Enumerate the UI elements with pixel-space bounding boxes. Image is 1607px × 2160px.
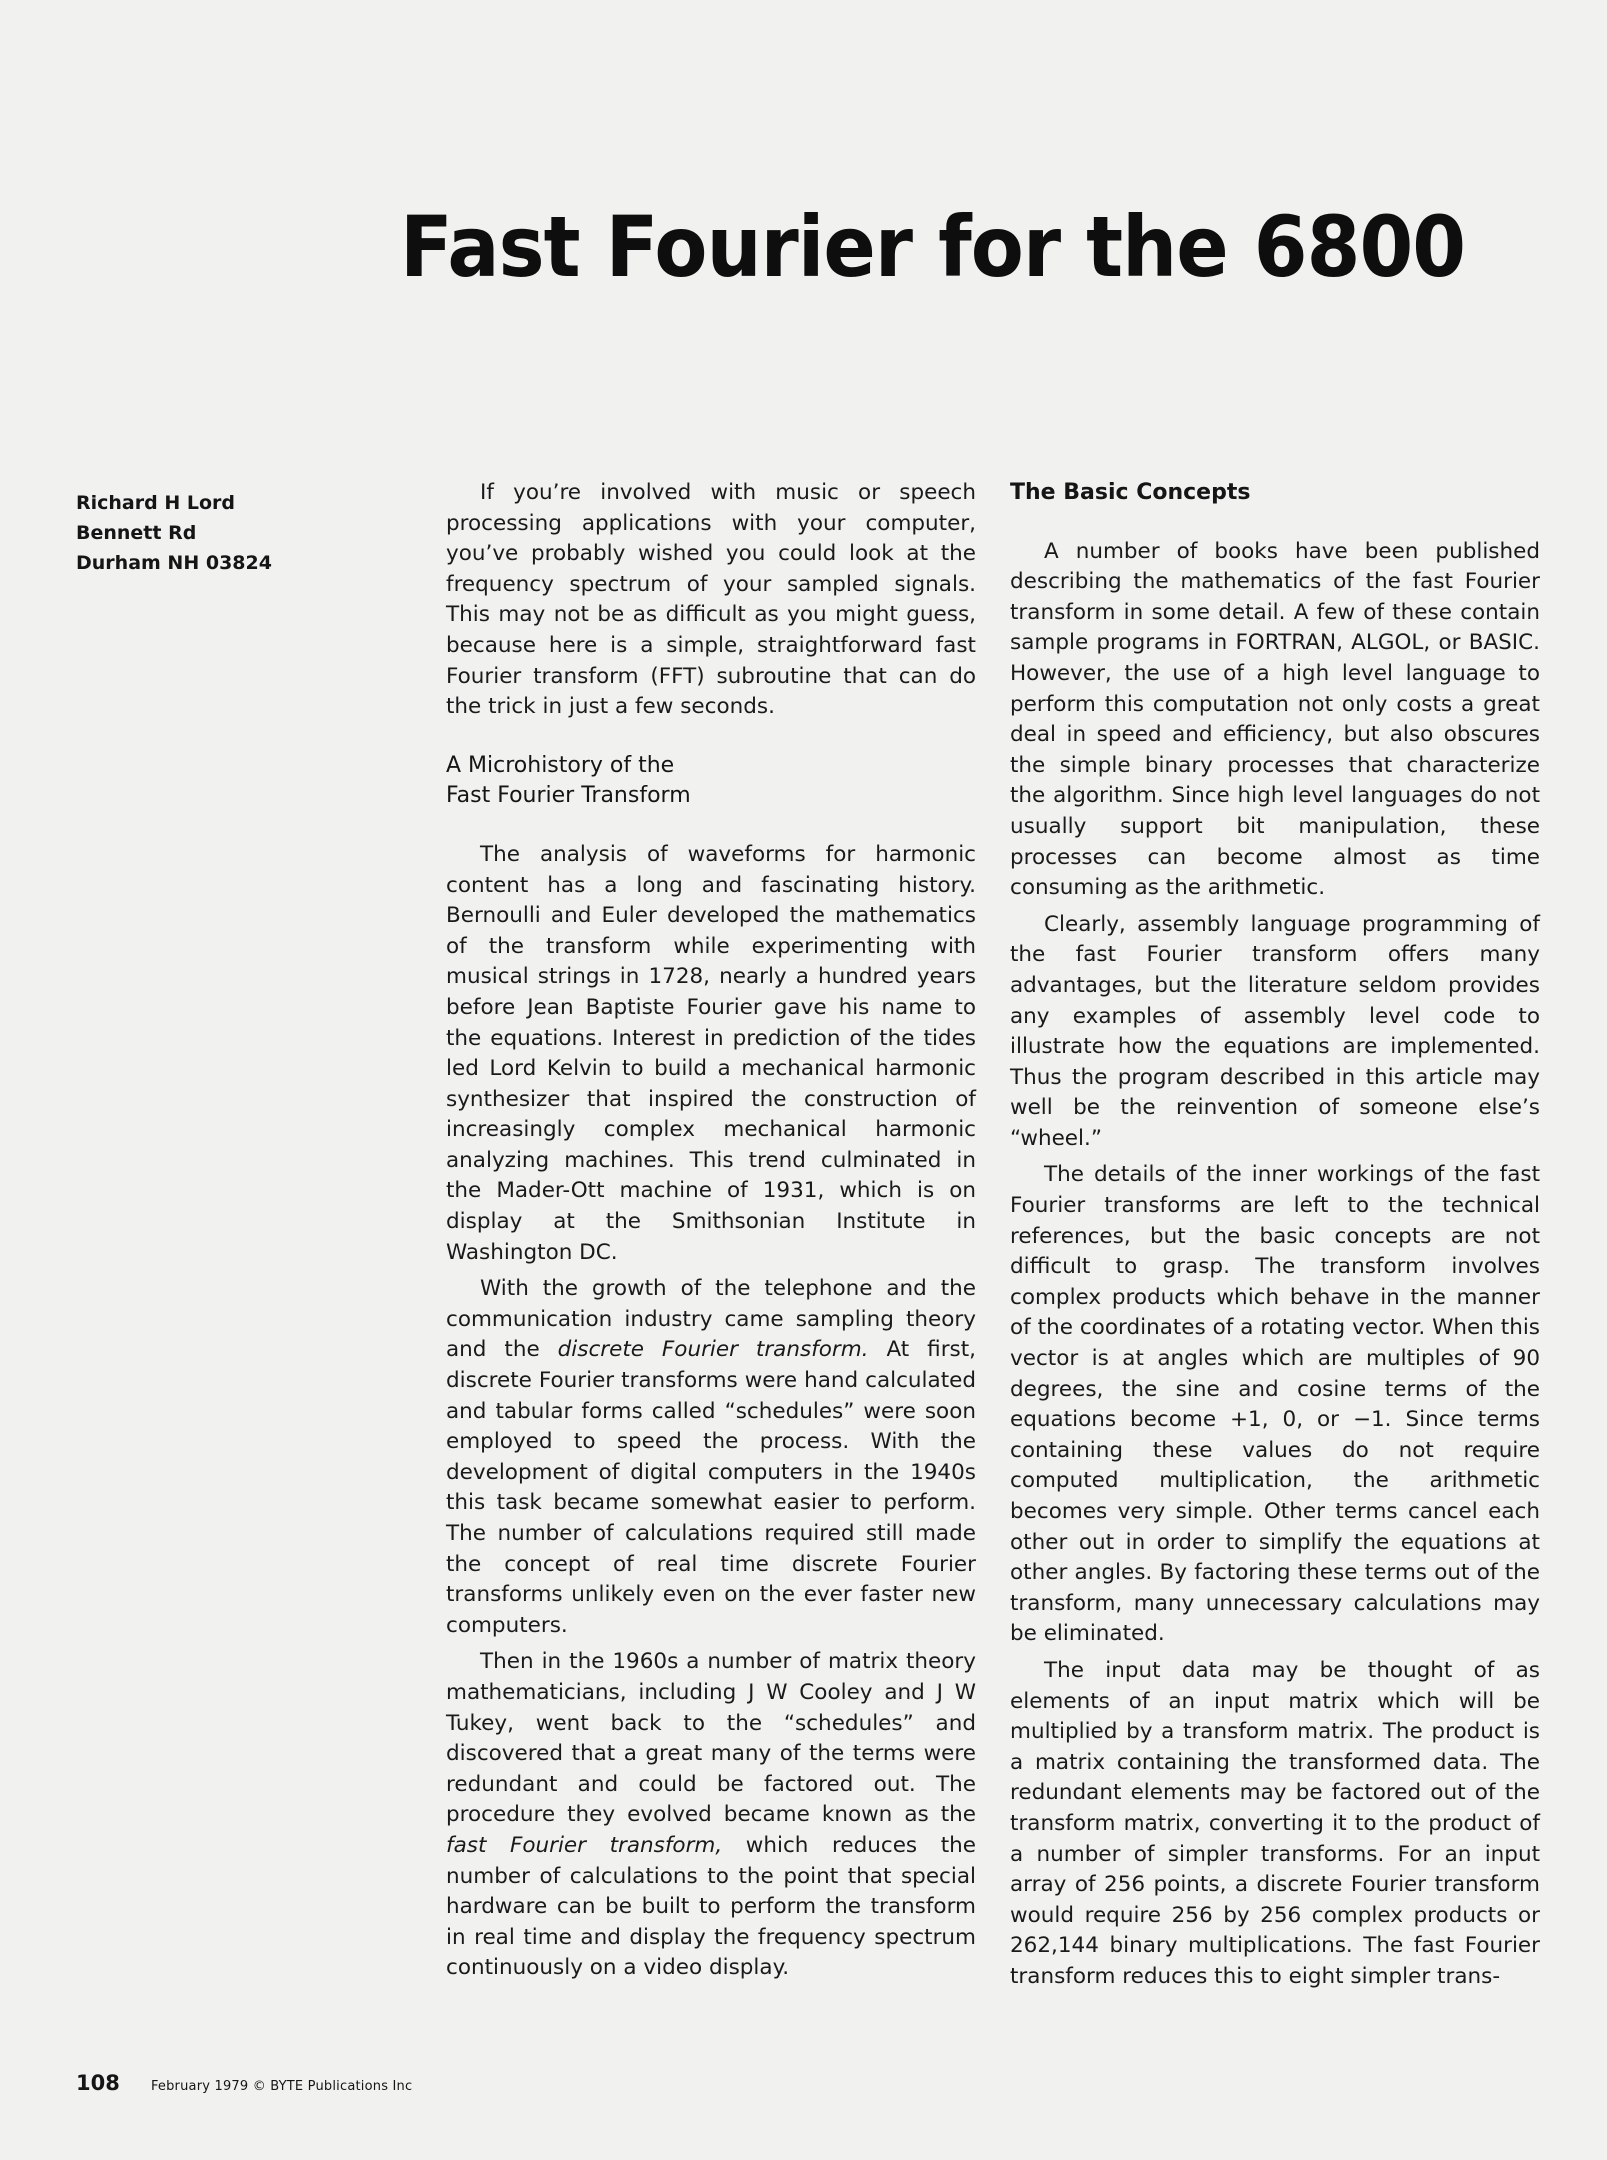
history-paragraph-1: The analysis of waveforms for harmonic content has a long and fascinating history. Bernoulli and Euler developed the mathematics of the transform while experimenting with musical strings in 1728, nearly a hundred years before Jean Baptiste Fourier gave his name to the equations. Interest in prediction of the tides led Lord Kelvin to build a mechanical harmonic synthesizer that inspired the construction of increasingly complex mechanical harmonic analyzing machines. This trend culminated in the Mader-Ott machine of 1931, which is on display at the Smithsonian Institute in Washington DC. <box>446 841 976 1265</box>
section-heading-basic-concepts: The Basic Concepts <box>1010 480 1251 505</box>
history-paragraph-3-emphasis: fast Fourier transform, <box>446 1832 723 1858</box>
author-name: Richard H Lord <box>76 492 235 514</box>
concepts-paragraph-2: Clearly, assembly language programming of the fast Fourier transform offers many advantages, but the literature seldom provides any examples of assembly level code to illustrate how the equations are implemented. Thus the program described in this article may well be the reinvention of someone else’s “wheel.” <box>1010 911 1540 1151</box>
history-paragraph-2-text-b: At first, discrete Fourier transforms were hand calculated and tabular forms called “schedules” were soon employed to speed the process. With the development of digital computers in the 1940s this task became somewhat easier to perform. The number of calculations required still made the concept of real time discrete Fourier transforms unlikely even on the ever faster new computers. <box>446 1337 976 1638</box>
article-title: Fast Fourier for the 6800 <box>400 198 1466 296</box>
history-paragraph-3-text-a: Then in the 1960s a number of matrix theory mathematicians, including J W Cooley and J W Tukey, went back to the “schedules” and discovered that a great many of the terms were redundant and could be factored out. The procedure they evolved became known as the <box>446 1649 976 1828</box>
history-paragraph-3-text-b: which reduces the number of calculations to the point that special hardware can be built to perform the transform in real time and display the frequency spectrum continuously on a video display. <box>446 1832 976 1981</box>
section-heading-microhistory <box>446 751 976 812</box>
page-footer <box>76 2071 412 2095</box>
concepts-paragraph-4: The input data may be thought of as elements of an input matrix which will be multiplied by a transform matrix. The product is a matrix containing the transformed data. The redundant elements may be factored out of the transform matrix, converting it to the product of a number of simpler transforms. For an input array of 256 points, a discrete Fourier transform would require 256 by 256 complex products or 262,144 binary multiplications. The fast Fourier transform reduces this to eight simpler trans- <box>1010 1657 1540 1989</box>
section-heading-line-2: Fast Fourier Transform <box>446 783 691 809</box>
article-column-2 <box>1010 478 1540 1993</box>
history-paragraph-3 <box>446 1647 976 1984</box>
page-number: 108 <box>76 2071 120 2095</box>
section-heading-line-1: A Microhistory of the <box>446 752 675 778</box>
article-column-1 <box>446 478 976 1984</box>
concepts-paragraph-1: A number of books have been published describing the mathematics of the fast Fourier transform in some detail. A few of these contain sample programs in FORTRAN, ALGOL, or BASIC. However, the use of a high level language to perform this computation not only costs a great deal in speed and efficiency, but also obscures the simple binary processes that characterize the algorithm. Since high level languages do not usually support bit manipulation, these processes can become almost as time consuming as the arithmetic. <box>1010 538 1540 901</box>
intro-paragraph: If you’re involved with music or speech processing applications with your computer, you’ve probably wished you could look at the frequency spectrum of your sampled signals. This may not be as difficult as you might guess, because here is a simple, straightforward fast Fourier transform (FFT) subroutine that can do the trick in just a few seconds. <box>446 480 976 720</box>
history-paragraph-2-emphasis: discrete Fourier transform. <box>557 1337 869 1363</box>
author-city: Durham NH 03824 <box>76 552 272 574</box>
author-street: Bennett Rd <box>76 522 197 544</box>
publication-credit: February 1979 © BYTE Publications Inc <box>150 2079 413 2094</box>
author-block <box>76 488 336 578</box>
history-paragraph-2 <box>446 1274 976 1641</box>
concepts-paragraph-3: The details of the inner workings of the fast Fourier transforms are left to the technical references, but the basic concepts are not difficult to grasp. The transform involves complex products which behave in the manner of the coordinates of a rotating vector. When this vector is at angles which are multiples of 90 degrees, the sine and cosine terms of the equations become +1, 0, or −1. Since terms containing these values do not require computed multiplication, the arithmetic becomes very simple. Other terms cancel each other out in order to simplify the equations at other angles. By factoring these terms out of the transform, many unnecessary calculations may be eliminated. <box>1010 1162 1540 1647</box>
history-paragraph-2-text-a: With the growth of the telephone and the communication industry came sampling theory and the <box>446 1276 976 1363</box>
